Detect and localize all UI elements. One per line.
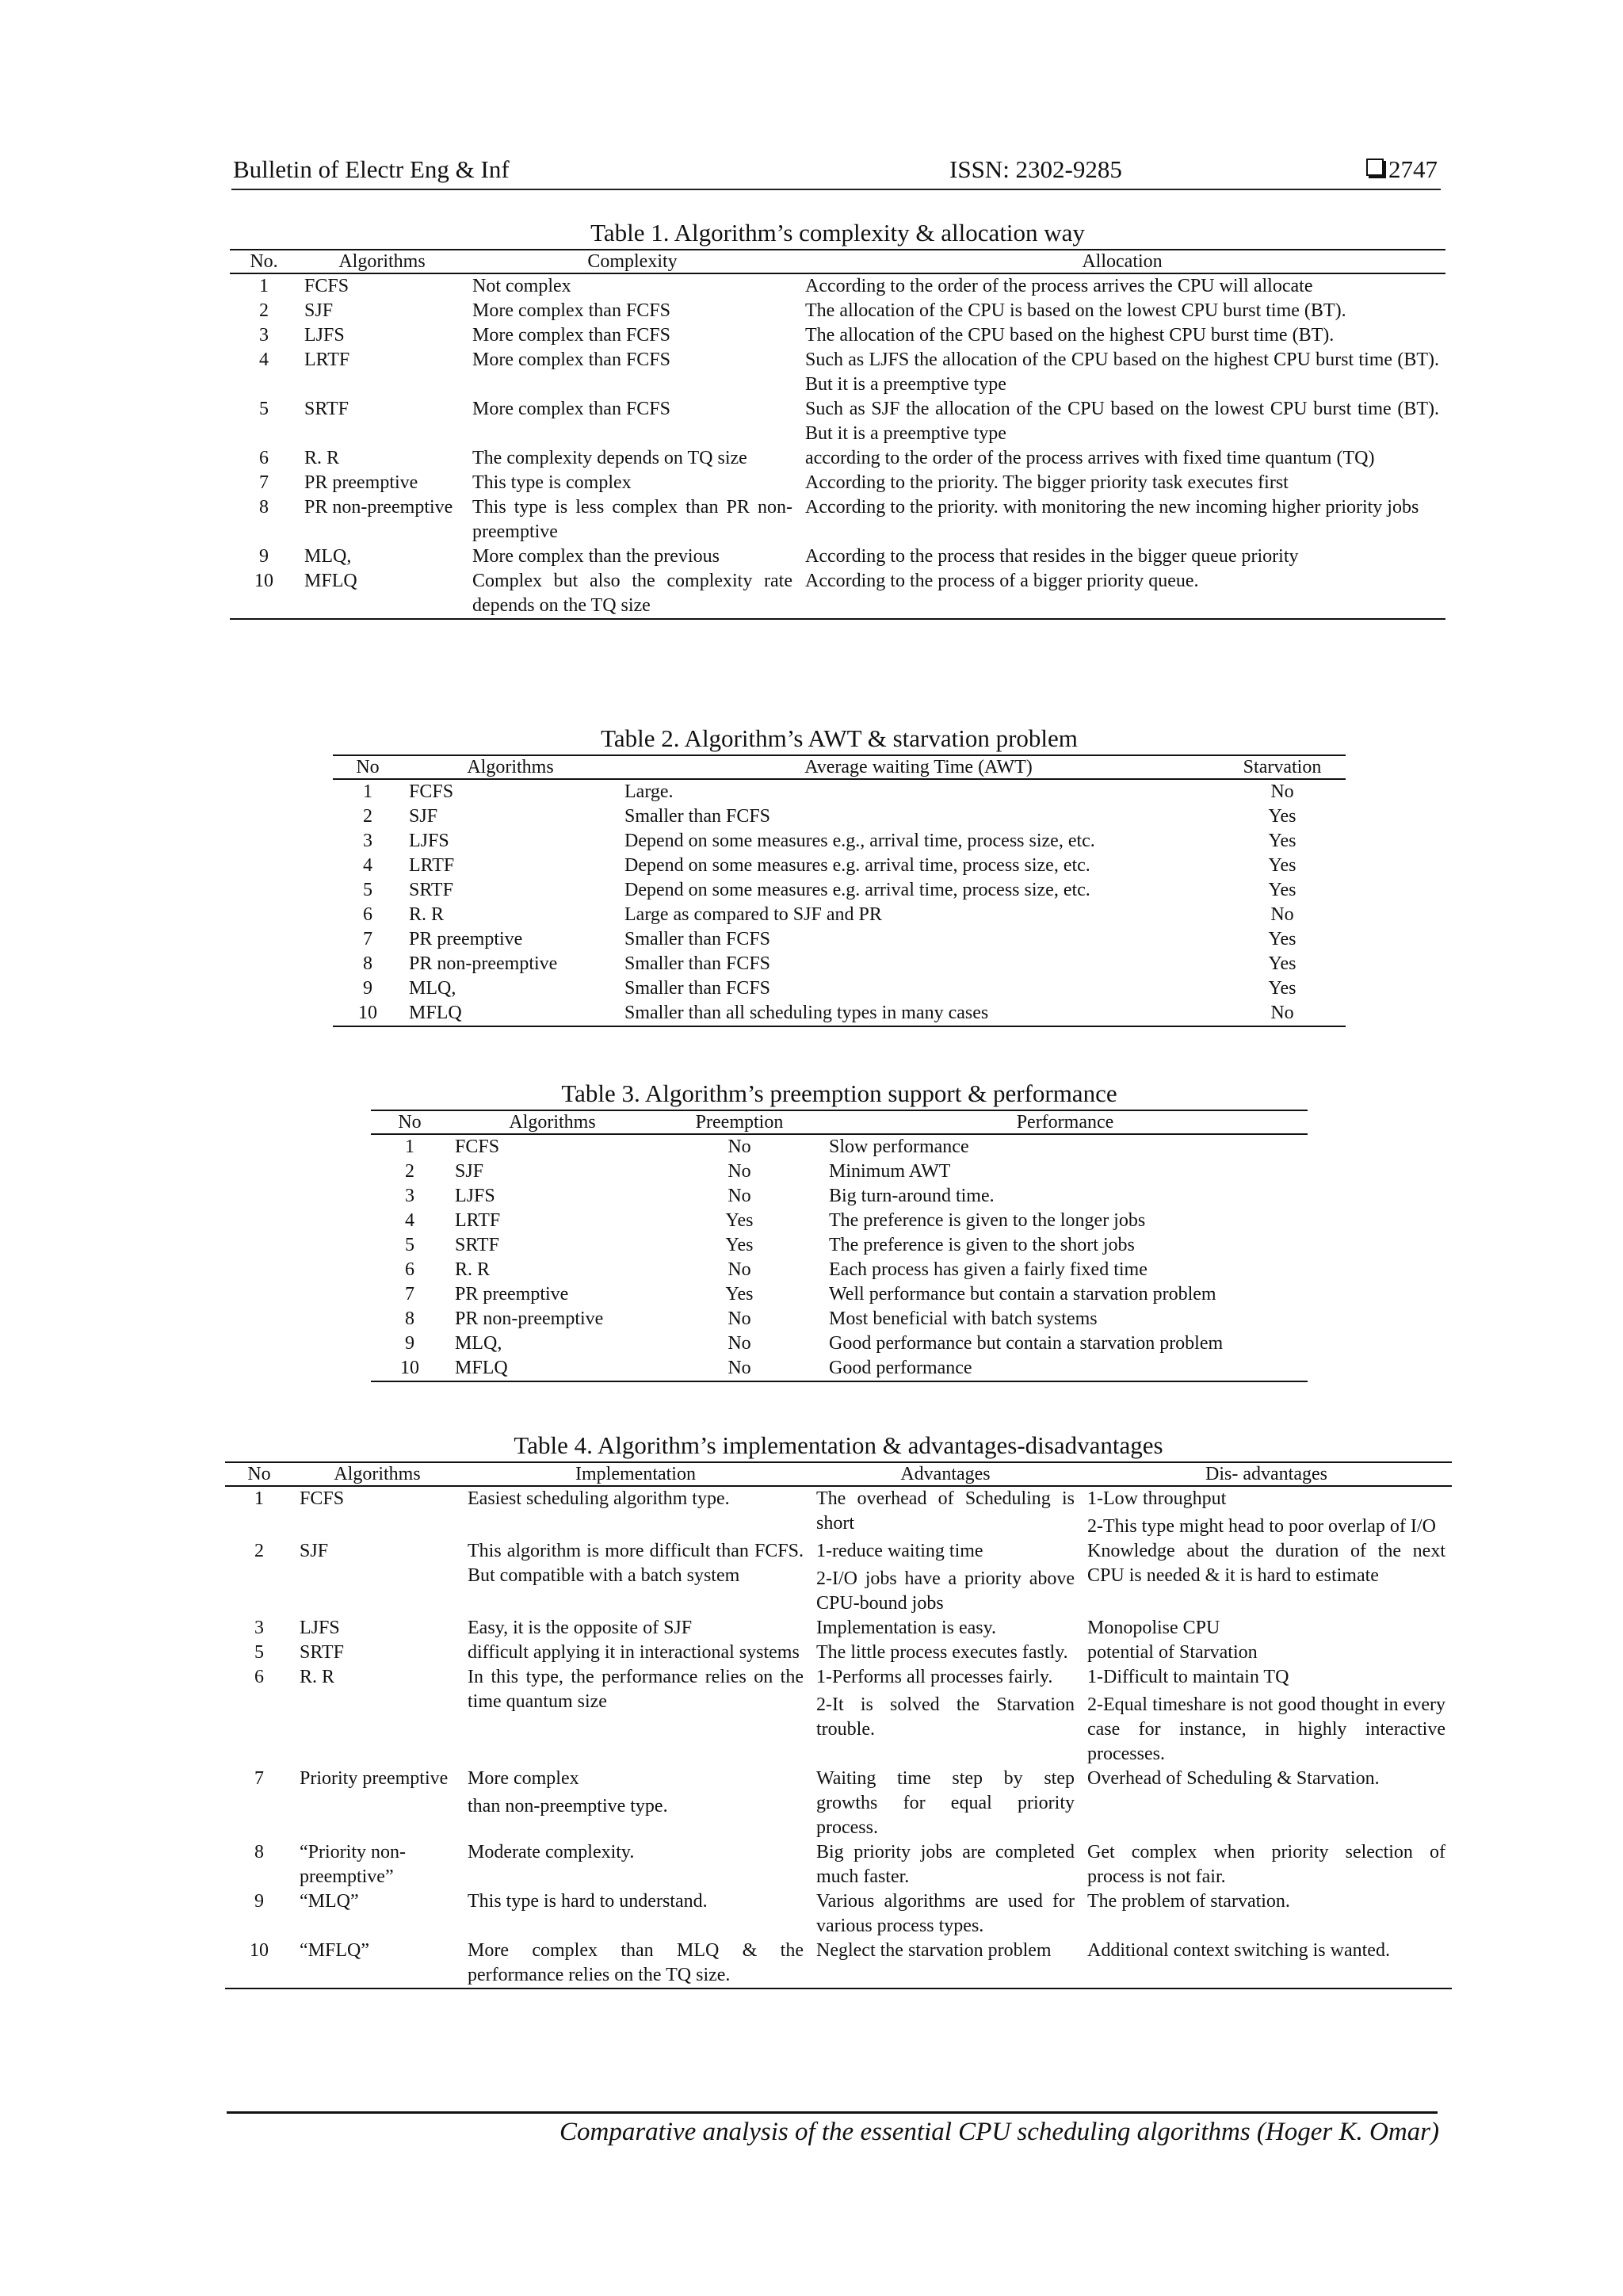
table-cell: 1 bbox=[259, 276, 269, 296]
cell-paragraph: Implementation is easy. bbox=[816, 1618, 997, 1638]
table-cell: SRTF bbox=[300, 1642, 344, 1663]
table-cell: MLQ, bbox=[304, 546, 352, 567]
table-cell: More complex than the previous bbox=[472, 546, 720, 567]
page-number-group bbox=[1366, 155, 1438, 184]
table-cell bbox=[1081, 1641, 1452, 1665]
table-row bbox=[371, 1282, 1308, 1307]
table-cell: PR preemptive bbox=[455, 1284, 569, 1305]
column-header: Starvation bbox=[1243, 757, 1322, 777]
table-cell bbox=[810, 1616, 1081, 1641]
table-row bbox=[371, 1307, 1308, 1331]
table-row bbox=[333, 878, 1346, 903]
table-cell bbox=[461, 1939, 810, 1988]
table-cell bbox=[1081, 1539, 1452, 1616]
table-cell: Yes bbox=[1268, 806, 1296, 827]
table-cell bbox=[461, 1840, 810, 1889]
table-cell: Smaller than all scheduling types in many cases bbox=[624, 1003, 989, 1023]
table-cell bbox=[1081, 1939, 1452, 1988]
table-cell: MFLQ bbox=[409, 1003, 462, 1023]
table-cell: MFLQ bbox=[304, 571, 357, 591]
cell-paragraph: Big priority jobs are completed much faster. bbox=[816, 1842, 1075, 1887]
table-3-header-row bbox=[371, 1110, 1308, 1134]
table-row bbox=[333, 927, 1346, 952]
column-header: No bbox=[398, 1112, 422, 1133]
table-row bbox=[333, 779, 1346, 804]
footer-rule bbox=[227, 2111, 1438, 2114]
table-cell bbox=[810, 1486, 1081, 1539]
table-cell: 4 bbox=[259, 350, 269, 370]
table-cell: PR preemptive bbox=[409, 929, 523, 949]
table-cell: More complex than FCFS bbox=[472, 399, 670, 419]
table-row bbox=[371, 1356, 1308, 1381]
table-cell: MLQ, bbox=[455, 1333, 502, 1354]
cell-paragraph: 1-Low throughput bbox=[1087, 1488, 1227, 1509]
table-cell bbox=[810, 1939, 1081, 1988]
table-cell: LJFS bbox=[304, 325, 345, 346]
table-1-body bbox=[230, 273, 1445, 619]
table-cell: LJFS bbox=[455, 1186, 495, 1206]
table-cell: 5 bbox=[254, 1642, 264, 1663]
table-3-grid bbox=[371, 1110, 1308, 1382]
table-cell: Large. bbox=[624, 781, 674, 802]
table-cell: 10 bbox=[358, 1003, 377, 1023]
table-4-body bbox=[225, 1486, 1452, 1988]
table-cell: SRTF bbox=[304, 399, 349, 419]
table-cell: Good performance but contain a starvation problem bbox=[829, 1333, 1224, 1354]
table-cell bbox=[1081, 1616, 1452, 1641]
table-4 bbox=[225, 1431, 1452, 1989]
table-2-header-row bbox=[333, 755, 1346, 779]
table-cell: No bbox=[727, 1259, 751, 1280]
table-row bbox=[333, 854, 1346, 878]
cell-paragraph: Overhead of Scheduling & Starvation. bbox=[1087, 1768, 1380, 1789]
column-header: Implementation bbox=[575, 1464, 696, 1484]
table-row bbox=[371, 1258, 1308, 1282]
table-row bbox=[333, 829, 1346, 854]
table-cell bbox=[810, 1641, 1081, 1665]
table-cell: Minimum AWT bbox=[829, 1161, 951, 1182]
cell-paragraph: Various algorithms are used for various process types. bbox=[816, 1891, 1075, 1936]
cell-paragraph: 2-Equal timeshare is not good thought in every case for instance, in highly interactive processes. bbox=[1087, 1694, 1445, 1764]
table-cell: No bbox=[727, 1333, 751, 1354]
table-cell: The allocation of the CPU based on the highest CPU burst time (BT). bbox=[805, 325, 1335, 346]
table-cell: Slow performance bbox=[829, 1137, 969, 1157]
table-cell: No bbox=[727, 1358, 751, 1378]
table-row bbox=[225, 1641, 1452, 1665]
column-header: Performance bbox=[1016, 1112, 1114, 1133]
table-cell: SJF bbox=[300, 1541, 329, 1561]
table-cell: 8 bbox=[254, 1842, 264, 1862]
table-cell: Smaller than FCFS bbox=[624, 929, 771, 949]
table-cell: Such as SJF the allocation of the CPU based on the lowest CPU burst time (BT). But it is a preemptive type bbox=[805, 399, 1439, 444]
table-cell: LRTF bbox=[455, 1210, 501, 1231]
table-row bbox=[230, 397, 1445, 446]
table-cell: 9 bbox=[363, 978, 372, 999]
cell-paragraph: In this type, the performance relies on the time quantum size bbox=[468, 1667, 804, 1712]
table-cell: No bbox=[1270, 904, 1294, 925]
table-cell: No bbox=[727, 1161, 751, 1182]
cell-paragraph: potential of Starvation bbox=[1087, 1642, 1258, 1663]
column-header: No bbox=[247, 1464, 271, 1484]
table-cell bbox=[810, 1889, 1081, 1939]
table-row bbox=[225, 1616, 1452, 1641]
column-header: Algorithms bbox=[334, 1464, 421, 1484]
table-cell bbox=[810, 1767, 1081, 1840]
table-cell: 6 bbox=[405, 1259, 414, 1280]
table-cell: R. R bbox=[409, 904, 445, 925]
cell-paragraph: Waiting time step by step growths for equal priority process. bbox=[816, 1768, 1075, 1838]
table-row bbox=[333, 804, 1346, 829]
table-row bbox=[333, 952, 1346, 976]
issn: ISSN: 2302-9285 bbox=[949, 155, 1122, 183]
table-cell: The preference is given to the short jobs bbox=[829, 1235, 1135, 1255]
table-row bbox=[230, 348, 1445, 397]
table-cell: Yes bbox=[725, 1284, 754, 1305]
table-cell bbox=[461, 1889, 810, 1939]
table-cell: Depend on some measures e.g. arrival time, process size, etc. bbox=[624, 880, 1090, 900]
table-cell: Most beneficial with batch systems bbox=[829, 1308, 1098, 1329]
table-cell: More complex than FCFS bbox=[472, 300, 670, 321]
table-cell: SJF bbox=[409, 806, 438, 827]
table-cell: 9 bbox=[405, 1333, 414, 1354]
table-cell: According to the priority. The bigger priority task executes first bbox=[805, 472, 1289, 493]
table-cell: This type is complex bbox=[472, 472, 632, 493]
cell-paragraph: Neglect the starvation problem bbox=[816, 1940, 1052, 1961]
table-2 bbox=[333, 724, 1346, 1027]
table-row bbox=[371, 1233, 1308, 1258]
table-cell: 7 bbox=[254, 1768, 264, 1789]
table-cell: Large as compared to SJF and PR bbox=[624, 904, 882, 925]
table-cell: PR non-preemptive bbox=[455, 1308, 604, 1329]
cell-paragraph: The little process executes fastly. bbox=[816, 1642, 1068, 1663]
table-cell: Priority preemptive bbox=[300, 1768, 449, 1789]
table-row bbox=[333, 976, 1346, 1001]
table-cell: More complex than FCFS bbox=[472, 325, 670, 346]
table-cell: 1 bbox=[405, 1137, 414, 1157]
table-cell bbox=[1081, 1840, 1452, 1889]
table-1-caption: Table 1. Algorithm’s complexity & allocation way bbox=[590, 219, 1085, 246]
cell-paragraph: difficult applying it in interactional systems bbox=[468, 1642, 800, 1663]
table-cell: 9 bbox=[254, 1891, 264, 1912]
column-header: Advantages bbox=[900, 1464, 991, 1484]
table-1-grid bbox=[230, 249, 1445, 620]
table-row bbox=[225, 1539, 1452, 1616]
table-row bbox=[333, 903, 1346, 927]
table-cell: 7 bbox=[405, 1284, 414, 1305]
table-cell: No bbox=[727, 1308, 751, 1329]
table-cell: 1 bbox=[363, 781, 372, 802]
cell-paragraph: Additional context switching is wanted. bbox=[1087, 1940, 1390, 1961]
table-cell: 6 bbox=[259, 448, 269, 468]
cell-paragraph: This type is hard to understand. bbox=[468, 1891, 708, 1912]
table-cell: The complexity depends on TQ size bbox=[472, 448, 747, 468]
column-header: No bbox=[356, 757, 380, 777]
table-cell: Yes bbox=[1268, 978, 1296, 999]
table-cell: Yes bbox=[725, 1210, 754, 1231]
table-cell: 8 bbox=[259, 497, 269, 518]
table-cell: Yes bbox=[1268, 831, 1296, 851]
table-cell bbox=[1081, 1486, 1452, 1539]
table-cell bbox=[1081, 1767, 1452, 1840]
column-header: Complexity bbox=[587, 251, 678, 272]
table-cell: FCFS bbox=[455, 1137, 500, 1157]
table-cell: 3 bbox=[259, 325, 269, 346]
cell-paragraph: Knowledge about the duration of the next CPU is needed & it is hard to estimate bbox=[1087, 1541, 1445, 1586]
table-cell: 3 bbox=[254, 1618, 264, 1638]
table-cell: Smaller than FCFS bbox=[624, 953, 771, 974]
table-cell bbox=[1081, 1665, 1452, 1767]
table-cell bbox=[461, 1616, 810, 1641]
table-cell: R. R bbox=[455, 1259, 491, 1280]
column-header: Algorithms bbox=[338, 251, 426, 272]
table-cell: Each process has given a fairly fixed time bbox=[829, 1259, 1148, 1280]
table-2-caption: Table 2. Algorithm’s AWT & starvation problem bbox=[601, 724, 1078, 752]
table-cell: 1 bbox=[254, 1488, 264, 1509]
table-cell: Yes bbox=[1268, 880, 1296, 900]
table-3 bbox=[371, 1079, 1308, 1382]
cell-paragraph: More complex than MLQ & the performance relies on the TQ size. bbox=[468, 1940, 804, 1985]
table-cell: No bbox=[727, 1137, 751, 1157]
column-header: Allocation bbox=[1082, 251, 1163, 272]
table-cell: PR non-preemptive bbox=[304, 497, 453, 518]
table-cell: LJFS bbox=[300, 1618, 340, 1638]
table-cell: Yes bbox=[1268, 855, 1296, 876]
table-cell: 10 bbox=[250, 1940, 269, 1961]
table-row bbox=[230, 495, 1445, 544]
table-cell: According to the priority. with monitoring the new incoming higher priority jobs bbox=[805, 497, 1419, 518]
table-row bbox=[371, 1184, 1308, 1209]
table-cell: 5 bbox=[259, 399, 269, 419]
column-header: Dis- advantages bbox=[1205, 1464, 1327, 1484]
table-1 bbox=[230, 219, 1445, 620]
table-cell: R. R bbox=[304, 448, 340, 468]
table-cell: No bbox=[1270, 1003, 1294, 1023]
table-cell: According to the process that resides in the bigger queue priority bbox=[805, 546, 1299, 567]
table-cell: Yes bbox=[1268, 929, 1296, 949]
table-cell: “Priority non-preemptive” bbox=[300, 1842, 406, 1887]
table-cell: MFLQ bbox=[455, 1358, 508, 1378]
cell-paragraph: The overhead of Scheduling is short bbox=[816, 1488, 1075, 1534]
table-cell: Smaller than FCFS bbox=[624, 806, 771, 827]
table-row bbox=[230, 299, 1445, 323]
table-cell: 7 bbox=[363, 929, 372, 949]
table-cell: FCFS bbox=[300, 1488, 345, 1509]
table-row bbox=[230, 569, 1445, 619]
table-cell: SJF bbox=[455, 1161, 484, 1182]
table-cell: 10 bbox=[400, 1358, 419, 1378]
table-row bbox=[371, 1209, 1308, 1233]
table-row bbox=[333, 1001, 1346, 1026]
cell-paragraph: 2-It is solved the Starvation trouble. bbox=[816, 1694, 1075, 1740]
table-row bbox=[371, 1134, 1308, 1159]
table-cell: MLQ, bbox=[409, 978, 456, 999]
table-cell: 8 bbox=[405, 1308, 414, 1329]
cell-paragraph: 1-Performs all processes fairly. bbox=[816, 1667, 1053, 1687]
table-cell bbox=[810, 1840, 1081, 1889]
table-row bbox=[225, 1840, 1452, 1889]
table-4-grid bbox=[225, 1461, 1452, 1989]
table-cell bbox=[461, 1767, 810, 1840]
table-cell: SRTF bbox=[409, 880, 453, 900]
table-cell: SRTF bbox=[455, 1235, 499, 1255]
table-row bbox=[230, 273, 1445, 299]
table-row bbox=[225, 1939, 1452, 1988]
table-cell bbox=[461, 1641, 810, 1665]
table-cell: Big turn-around time. bbox=[829, 1186, 995, 1206]
page-header bbox=[231, 155, 1441, 190]
column-header: Preemption bbox=[695, 1112, 784, 1133]
table-2-body bbox=[333, 779, 1346, 1026]
table-row bbox=[230, 446, 1445, 471]
cell-paragraph: Get complex when priority selection of process is not fair. bbox=[1087, 1842, 1445, 1887]
table-4-caption: Table 4. Algorithm’s implementation & advantages-disadvantages bbox=[514, 1431, 1163, 1459]
cell-paragraph: Monopolise CPU bbox=[1087, 1618, 1220, 1638]
table-cell: This type is less complex than PR non-preemptive bbox=[472, 497, 792, 542]
table-cell: 3 bbox=[405, 1186, 414, 1206]
table-3-caption: Table 3. Algorithm’s preemption support & performance bbox=[561, 1079, 1117, 1107]
table-cell: 9 bbox=[259, 546, 269, 567]
table-cell: Depend on some measures e.g. arrival time, process size, etc. bbox=[624, 855, 1090, 876]
table-cell: The allocation of the CPU is based on the lowest CPU burst time (BT). bbox=[805, 300, 1346, 321]
cell-paragraph: More complex bbox=[468, 1768, 579, 1789]
table-cell bbox=[810, 1539, 1081, 1616]
cell-paragraph: Easy, it is the opposite of SJF bbox=[468, 1618, 693, 1638]
table-cell bbox=[810, 1665, 1081, 1767]
table-cell: 2 bbox=[363, 806, 372, 827]
table-cell: Depend on some measures e.g., arrival time, process size, etc. bbox=[624, 831, 1095, 851]
column-header: Average waiting Time (AWT) bbox=[804, 757, 1033, 777]
table-cell: Well performance but contain a starvation problem bbox=[829, 1284, 1216, 1305]
table-cell: FCFS bbox=[409, 781, 454, 802]
table-cell: 5 bbox=[363, 880, 372, 900]
table-cell: 7 bbox=[259, 472, 269, 493]
table-row bbox=[371, 1331, 1308, 1356]
table-cell: SJF bbox=[304, 300, 334, 321]
table-cell: 4 bbox=[363, 855, 372, 876]
table-cell: 5 bbox=[405, 1235, 414, 1255]
table-row bbox=[230, 544, 1445, 569]
table-cell: Not complex bbox=[472, 276, 571, 296]
column-header: Algorithms bbox=[509, 1112, 596, 1133]
cell-paragraph: 2-I/O jobs have a priority above CPU-bound jobs bbox=[816, 1568, 1075, 1614]
table-cell: 8 bbox=[363, 953, 372, 974]
table-1-header-row bbox=[230, 250, 1445, 273]
table-4-header-row bbox=[225, 1462, 1452, 1486]
table-cell: PR preemptive bbox=[304, 472, 418, 493]
cell-paragraph: The problem of starvation. bbox=[1087, 1891, 1290, 1912]
journal-name: Bulletin of Electr Eng & Inf bbox=[233, 155, 510, 183]
table-row bbox=[371, 1159, 1308, 1184]
table-cell: 2 bbox=[259, 300, 269, 321]
table-cell: No bbox=[1270, 781, 1294, 802]
table-cell: “MFLQ” bbox=[300, 1940, 369, 1961]
table-row bbox=[225, 1767, 1452, 1840]
table-cell: Smaller than FCFS bbox=[624, 978, 771, 999]
cell-paragraph: than non-preemptive type. bbox=[468, 1796, 668, 1817]
table-2-grid bbox=[333, 755, 1346, 1027]
table-cell: Yes bbox=[725, 1235, 754, 1255]
table-cell: LRTF bbox=[409, 855, 455, 876]
column-header: Algorithms bbox=[467, 757, 554, 777]
cell-paragraph: Moderate complexity. bbox=[468, 1842, 635, 1862]
cell-paragraph: 2-This type might head to poor overlap of I/O bbox=[1087, 1516, 1436, 1537]
table-cell: 6 bbox=[363, 904, 372, 925]
table-cell: The preference is given to the longer jobs bbox=[829, 1210, 1146, 1231]
table-cell bbox=[461, 1665, 810, 1767]
table-cell: 6 bbox=[254, 1667, 264, 1687]
table-cell: More complex than FCFS bbox=[472, 350, 670, 370]
square-shadow-icon bbox=[1366, 159, 1384, 176]
table-cell: No bbox=[727, 1186, 751, 1206]
table-row bbox=[225, 1486, 1452, 1539]
table-cell: PR non-preemptive bbox=[409, 953, 558, 974]
table-cell: R. R bbox=[300, 1667, 335, 1687]
table-cell: Yes bbox=[1268, 953, 1296, 974]
table-cell bbox=[461, 1539, 810, 1616]
table-cell: Such as LJFS the allocation of the CPU based on the highest CPU burst time (BT). But it is a preemptive type bbox=[805, 350, 1439, 395]
table-cell: According to the process of a bigger priority queue. bbox=[805, 571, 1199, 591]
table-row bbox=[225, 1665, 1452, 1767]
table-cell bbox=[1081, 1889, 1452, 1939]
running-title: Comparative analysis of the essential CPU scheduling algorithms (Hoger K. Omar) bbox=[559, 2118, 1439, 2146]
table-row bbox=[230, 471, 1445, 495]
cell-paragraph: Easiest scheduling algorithm type. bbox=[468, 1488, 730, 1509]
table-cell: FCFS bbox=[304, 276, 349, 296]
table-cell: 2 bbox=[405, 1161, 414, 1182]
table-cell: 10 bbox=[254, 571, 273, 591]
table-cell: 3 bbox=[363, 831, 372, 851]
table-3-body bbox=[371, 1134, 1308, 1381]
table-cell: LJFS bbox=[409, 831, 449, 851]
table-cell: 4 bbox=[405, 1210, 414, 1231]
table-cell: According to the order of the process arrives the CPU will allocate bbox=[805, 276, 1313, 296]
table-cell: 2 bbox=[254, 1541, 264, 1561]
table-cell: Complex but also the complexity rate depends on the TQ size bbox=[472, 571, 792, 616]
cell-paragraph: 1-reduce waiting time bbox=[816, 1541, 983, 1561]
table-cell bbox=[461, 1486, 810, 1539]
table-cell: according to the order of the process arrives with fixed time quantum (TQ) bbox=[805, 448, 1375, 468]
table-cell: “MLQ” bbox=[300, 1891, 359, 1912]
table-row bbox=[230, 323, 1445, 348]
cell-paragraph: This algorithm is more difficult than FCFS. But compatible with a batch system bbox=[468, 1541, 804, 1586]
column-header: No. bbox=[250, 251, 278, 272]
cell-paragraph: 1-Difficult to maintain TQ bbox=[1087, 1667, 1289, 1687]
table-row bbox=[225, 1889, 1452, 1939]
table-cell: LRTF bbox=[304, 350, 350, 370]
table-cell: Good performance bbox=[829, 1358, 972, 1378]
page-number: 2747 bbox=[1388, 155, 1438, 183]
